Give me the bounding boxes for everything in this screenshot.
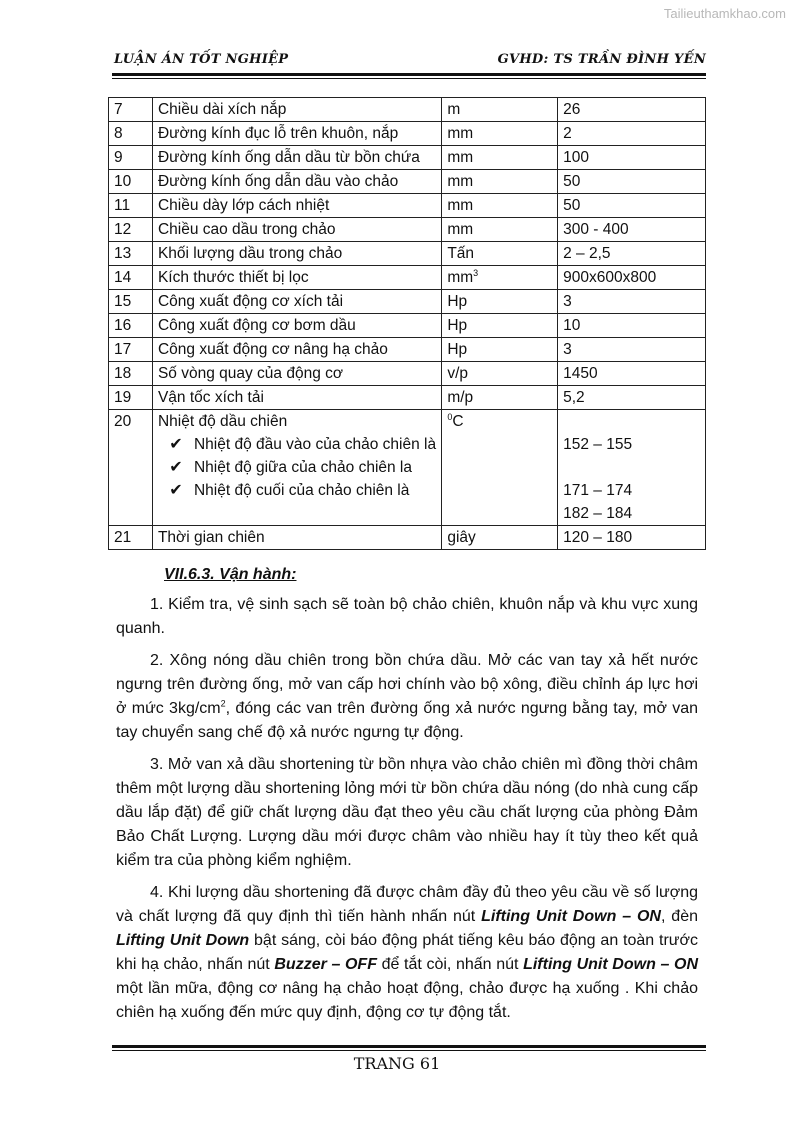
row-value: 5,2 [558,386,706,410]
row-number: 16 [109,314,153,338]
row-value: 10 [558,314,706,338]
sub-item [158,433,436,456]
header-right: GVHD: TS TRẦN ĐÌNH YẾN [497,52,706,67]
unit-superscript: 3 [473,267,479,278]
paragraph-4 [116,881,698,1025]
row-name: Công xuất động cơ xích tải [152,290,441,314]
row-value: 2 [558,122,706,146]
row-unit: mm [442,122,558,146]
paragraph-2 [116,649,698,745]
row-unit: Hp [442,314,558,338]
row-unit [442,410,558,526]
paragraph-4-text: , đèn [660,908,698,925]
row-unit: Tấn [442,242,558,266]
table-row [109,314,706,338]
row-number: 19 [109,386,153,410]
table-row [109,98,706,122]
row-name [152,410,441,526]
row-unit: Hp [442,290,558,314]
header-left: LUẬN ÁN TỐT NGHIỆP [114,52,289,67]
row-name: Chiều cao dầu trong chảo [152,218,441,242]
footer-rule-thin [112,1050,706,1051]
table-row [109,266,706,290]
table-row [109,194,706,218]
row-name: Khối lượng dầu trong chảo [152,242,441,266]
row-value [558,410,706,526]
row-name: Chiều dài xích nắp [152,98,441,122]
sub-item [158,479,436,502]
row-value: 3 [558,290,706,314]
unit-base: mm [447,269,474,286]
row-name: Vận tốc xích tải [152,386,441,410]
header-rule-thin [112,78,706,79]
row-value: 2 – 2,5 [558,242,706,266]
row-unit: mm [442,146,558,170]
row-number: 15 [109,290,153,314]
row-number: 11 [109,194,153,218]
row-name: Đường kính ống dẫn dầu từ bồn chứa [152,146,441,170]
row-unit [442,266,558,290]
button-label-lifting-on-2: Lifting Unit Down – ON [523,956,699,973]
sub-item-text: Nhiệt độ giữa của chảo chiên la [193,459,412,476]
sub-item-text: Nhiệt độ đầu vào của chảo chiên là [193,436,437,453]
checkmark-icon: ✔ [169,459,183,476]
row-number: 17 [109,338,153,362]
paragraph-4-text: một lần mữa, động cơ nâng hạ chảo hoạt động, chảo được hạ xuống . Khi chảo chiên hạ xuống đến mức quy định, động cơ tự động tắt. [116,980,698,1021]
row-unit: m/p [442,386,558,410]
row-number: 20 [109,410,153,526]
sub-item [158,456,436,479]
table-row [109,526,706,550]
row-value: 1450 [558,362,706,386]
row-number: 8 [109,122,153,146]
row-unit: m [442,98,558,122]
footer-rule [112,1045,706,1048]
paragraph-4-text: bật sáng, còi báo động phát tiếng kêu báo động an toàn trước khi hạ chảo, nhấn nút [116,932,699,973]
row-value: 100 [558,146,706,170]
row-unit: mm [442,218,558,242]
section-title: VII.6.3. Vận hành: [164,566,297,583]
button-label-lifting-on: Lifting Unit Down – ON [481,908,661,925]
table-row [109,218,706,242]
row-number: 9 [109,146,153,170]
row-name: Thời gian chiên [152,526,441,550]
row-name: Công xuất động cơ bơm dầu [152,314,441,338]
paragraph-3: 3. Mở van xả dầu shortening từ bồn nhựa vào chảo chiên mì đồng thời châm thêm một lượng dầu shortening lỏng mới từ bồn chứa dầu nóng (do nhà cung cấp dầu lắp đặt) để giữ chất lượng dầu đạt theo yêu cầu chất lượng của phòng Đảm Bảo Chất Lượng. Lượng dầu mới được châm vào nhiều hay ít tùy theo kết quả kiểm tra của phòng kiểm nghiệm. [116,756,698,869]
table-row [109,170,706,194]
watermark: Tailieuthamkhao.com [663,6,786,21]
row-name: Đường kính đục lỗ trên khuôn, nắp [152,122,441,146]
row-number: 10 [109,170,153,194]
checkmark-icon: ✔ [169,436,183,453]
paragraph-2-superscript: 2 [220,698,226,709]
checkmark-icon: ✔ [169,482,183,499]
row-value: 300 - 400 [558,218,706,242]
row-value: 900x600x800 [558,266,706,290]
row-number: 21 [109,526,153,550]
spec-table [108,97,706,550]
row-number: 12 [109,218,153,242]
row-name: Kích thước thiết bị lọc [152,266,441,290]
row-value: 26 [558,98,706,122]
row-value: 50 [558,170,706,194]
unit-superscript: 0 [447,411,453,422]
sub-value: 152 – 155 [563,436,633,453]
row-unit: v/p [442,362,558,386]
lamp-label-lifting: Lifting Unit Down [116,932,250,949]
table-row [109,410,706,526]
section-body [116,563,698,1033]
sub-value: 182 – 184 [563,505,633,522]
header-rule [112,73,706,76]
button-label-buzzer-off: Buzzer – OFF [274,956,377,973]
row-value: 120 – 180 [558,526,706,550]
table-row [109,338,706,362]
row-unit: mm [442,194,558,218]
row-name: Chiều dày lớp cách nhiệt [152,194,441,218]
table-row [109,122,706,146]
unit-base: C [452,413,464,430]
sub-value: 171 – 174 [563,482,633,499]
row-unit: Hp [442,338,558,362]
table-row [109,242,706,266]
paragraph-2-text: 2. Xông nóng dầu chiên trong bồn chứa dầu. Mở các van tay xả hết nước ngưng trên đường ống, mở van cấp hơi chính vào bộ xông, điều chỉnh áp lực hơi ở mức 3kg/cm [116,652,698,717]
row-value: 50 [558,194,706,218]
table-row [109,146,706,170]
table-row [109,362,706,386]
table-row [109,386,706,410]
sub-item-text: Nhiệt độ cuối của chảo chiên là [193,482,410,499]
row-number: 18 [109,362,153,386]
row-unit: giây [442,526,558,550]
row-value: 3 [558,338,706,362]
row-name: Đường kính ống dẫn dầu vào chảo [152,170,441,194]
page-number: TRANG 61 [353,1054,441,1073]
paragraph-2-text-end: , đóng các van trên đường ống xả nước ngưng bằng tay, mở van tay chuyển sang chế độ xả nước ngưng tự động. [116,700,698,741]
row-name: Công xuất động cơ nâng hạ chảo [152,338,441,362]
row-name-main: Nhiệt độ dầu chiên [157,413,288,430]
row-number: 14 [109,266,153,290]
row-name: Số vòng quay của động cơ [152,362,441,386]
paragraph-4-text: 4. Khi lượng dầu shortening đã được châm đầy đủ theo yêu cầu về số lượng và chất lượng đã quy định thì tiến hành nhấn nút [116,884,698,925]
row-number: 13 [109,242,153,266]
table-row [109,290,706,314]
row-unit: mm [442,170,558,194]
paragraph-4-text: để tắt còi, nhấn nút [376,956,524,973]
row-number: 7 [109,98,153,122]
paragraph-1: 1. Kiểm tra, vệ sinh sạch sẽ toàn bộ chảo chiên, khuôn nắp và khu vực xung quanh. [116,596,698,637]
page-header [114,52,706,67]
